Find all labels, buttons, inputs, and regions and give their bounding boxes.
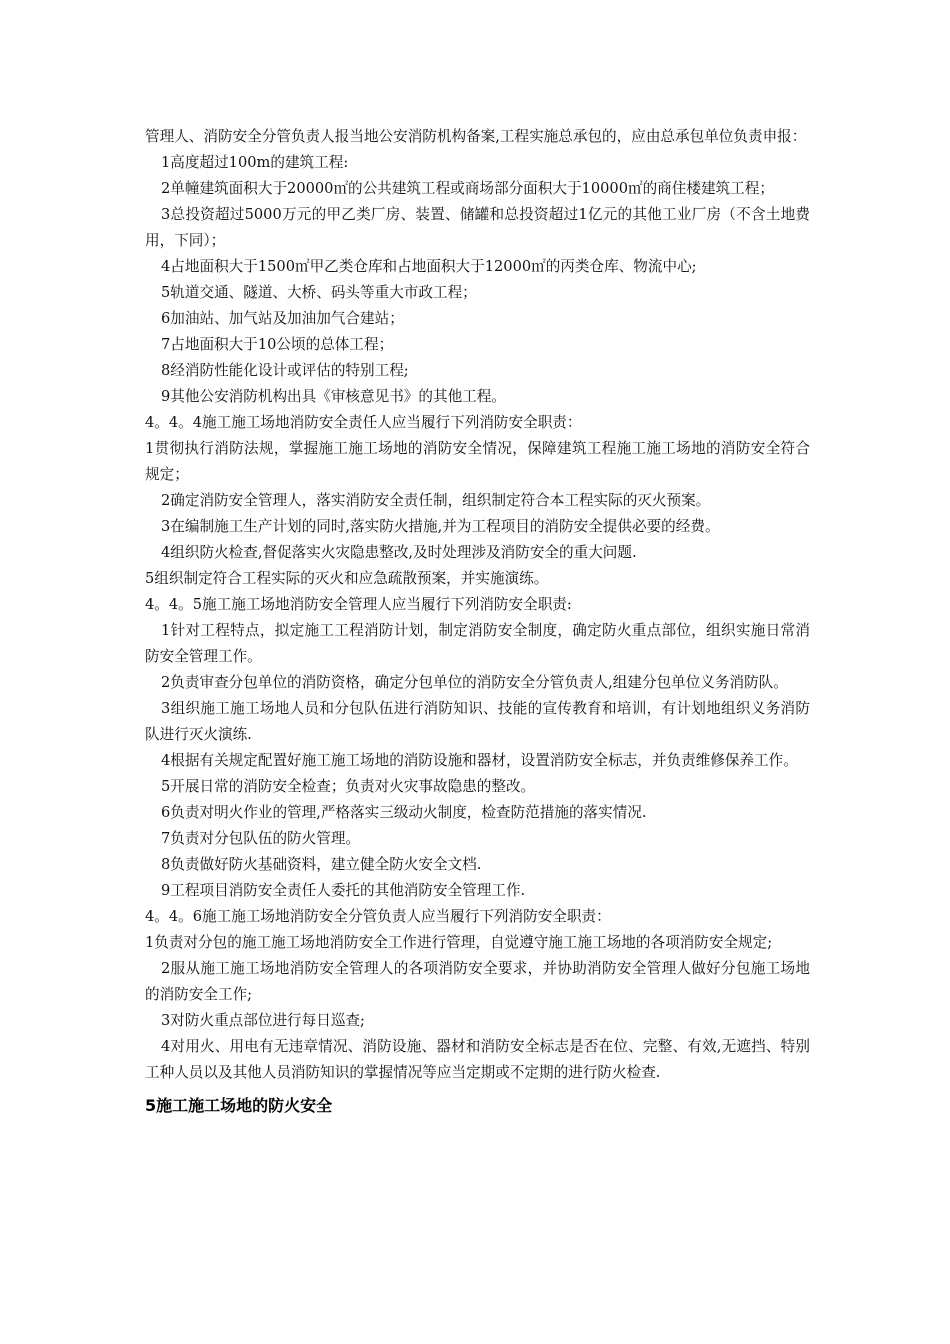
paragraph: 8经消防性能化设计或评估的特别工程; — [161, 362, 409, 379]
paragraph: 4。4。5施工施工场地消防安全管理人应当履行下列消防安全职责: — [145, 596, 572, 613]
paragraph: 4。4。4施工施工场地消防安全责任人应当履行下列消防安全职责： — [145, 414, 582, 431]
paragraph: 3组织施工施工场地人员和分包队伍进行消防知识、技能的宣传教育和培训，有计划地组织义务消防队进行灭火演练. — [145, 700, 810, 743]
paragraph: 2确定消防安全管理人，落实消防安全责任制，组织制定符合本工程实际的灭火预案。 — [161, 492, 711, 509]
paragraph: 8负责做好防火基础资料，建立健全防火安全文档. — [161, 856, 482, 873]
paragraph: 3对防火重点部位进行每日巡查; — [161, 1012, 365, 1029]
paragraph: 4对用火、用电有无违章情况、消防设施、器材和消防安全标志是否在位、完整、有效,无遮挡、特别工种人员以及其他人员消防知识的掌握情况等应当定期或不定期的进行防火检查. — [145, 1038, 810, 1081]
paragraph: 1贯彻执行消防法规，掌握施工施工场地的消防安全情况，保障建筑工程施工施工场地的消防安全符合规定； — [145, 440, 810, 483]
paragraph: 6加油站、加气站及加油加气合建站； — [161, 310, 404, 327]
document-page — [145, 124, 810, 1120]
section-heading: 5施工施工场地的防火安全 — [145, 1096, 333, 1115]
paragraph: 6负责对明火作业的管理,严格落实三级动火制度，检查防范措施的落实情况. — [161, 804, 647, 821]
document-body — [145, 124, 810, 1086]
paragraph: 5组织制定符合工程实际的灭火和应急疏散预案，并实施演练。 — [145, 570, 549, 587]
paragraph: 9其他公安消防机构出具《审核意见书》的其他工程。 — [161, 388, 506, 405]
paragraph: 7负责对分包队伍的防火管理。 — [161, 830, 361, 847]
paragraph: 2负责审查分包单位的消防资格，确定分包单位的消防安全分管负责人,组建分包单位义务消防队。 — [161, 674, 788, 691]
paragraph: 5轨道交通、隧道、大桥、码头等重大市政工程； — [161, 284, 477, 301]
paragraph: 管理人、消防安全分管负责人报当地公安消防机构备案,工程实施总承包的，应由总承包单位负责申报： — [145, 128, 807, 145]
paragraph: 4组织防火检查,督促落实火灾隐患整改,及时处理涉及消防安全的重大问题. — [161, 544, 637, 561]
paragraph: 1负责对分包的施工施工场地消防安全工作进行管理，自觉遵守施工施工场地的各项消防安全规定; — [145, 934, 773, 951]
paragraph: 2服从施工施工场地消防安全管理人的各项消防安全要求，并协助消防安全管理人做好分包施工场地的消防安全工作; — [145, 960, 810, 1003]
paragraph: 1高度超过100m的建筑工程: — [161, 154, 349, 171]
paragraph: 5开展日常的消防安全检查；负责对火灾事故隐患的整改。 — [161, 778, 536, 795]
paragraph: 4占地面积大于1500㎡甲乙类仓库和占地面积大于12000㎡的丙类仓库、物流中心; — [161, 258, 697, 275]
paragraph: 3在编制施工生产计划的同时,落实防火措施,并为工程项目的消防安全提供必要的经费。 — [161, 518, 720, 535]
paragraph: 1针对工程特点，拟定施工工程消防计划，制定消防安全制度，确定防火重点部位，组织实施日常消防安全管理工作。 — [145, 622, 810, 665]
paragraph: 9工程项目消防安全责任人委托的其他消防安全管理工作. — [161, 882, 526, 899]
paragraph: 7占地面积大于10公顷的总体工程； — [161, 336, 394, 353]
paragraph: 3总投资超过5000万元的甲乙类厂房、装置、储罐和总投资超过1亿元的其他工业厂房（不含土地费用，下同）； — [145, 206, 810, 249]
paragraph: 4。4。6施工施工场地消防安全分管负责人应当履行下列消防安全职责： — [145, 908, 611, 925]
paragraph: 2单幢建筑面积大于20000㎡的公共建筑工程或商场部分面积大于10000㎡的商住楼建筑工程； — [161, 180, 774, 197]
paragraph: 4根据有关规定配置好施工施工场地的消防设施和器材，设置消防安全标志，并负责维修保养工作。 — [161, 752, 798, 769]
